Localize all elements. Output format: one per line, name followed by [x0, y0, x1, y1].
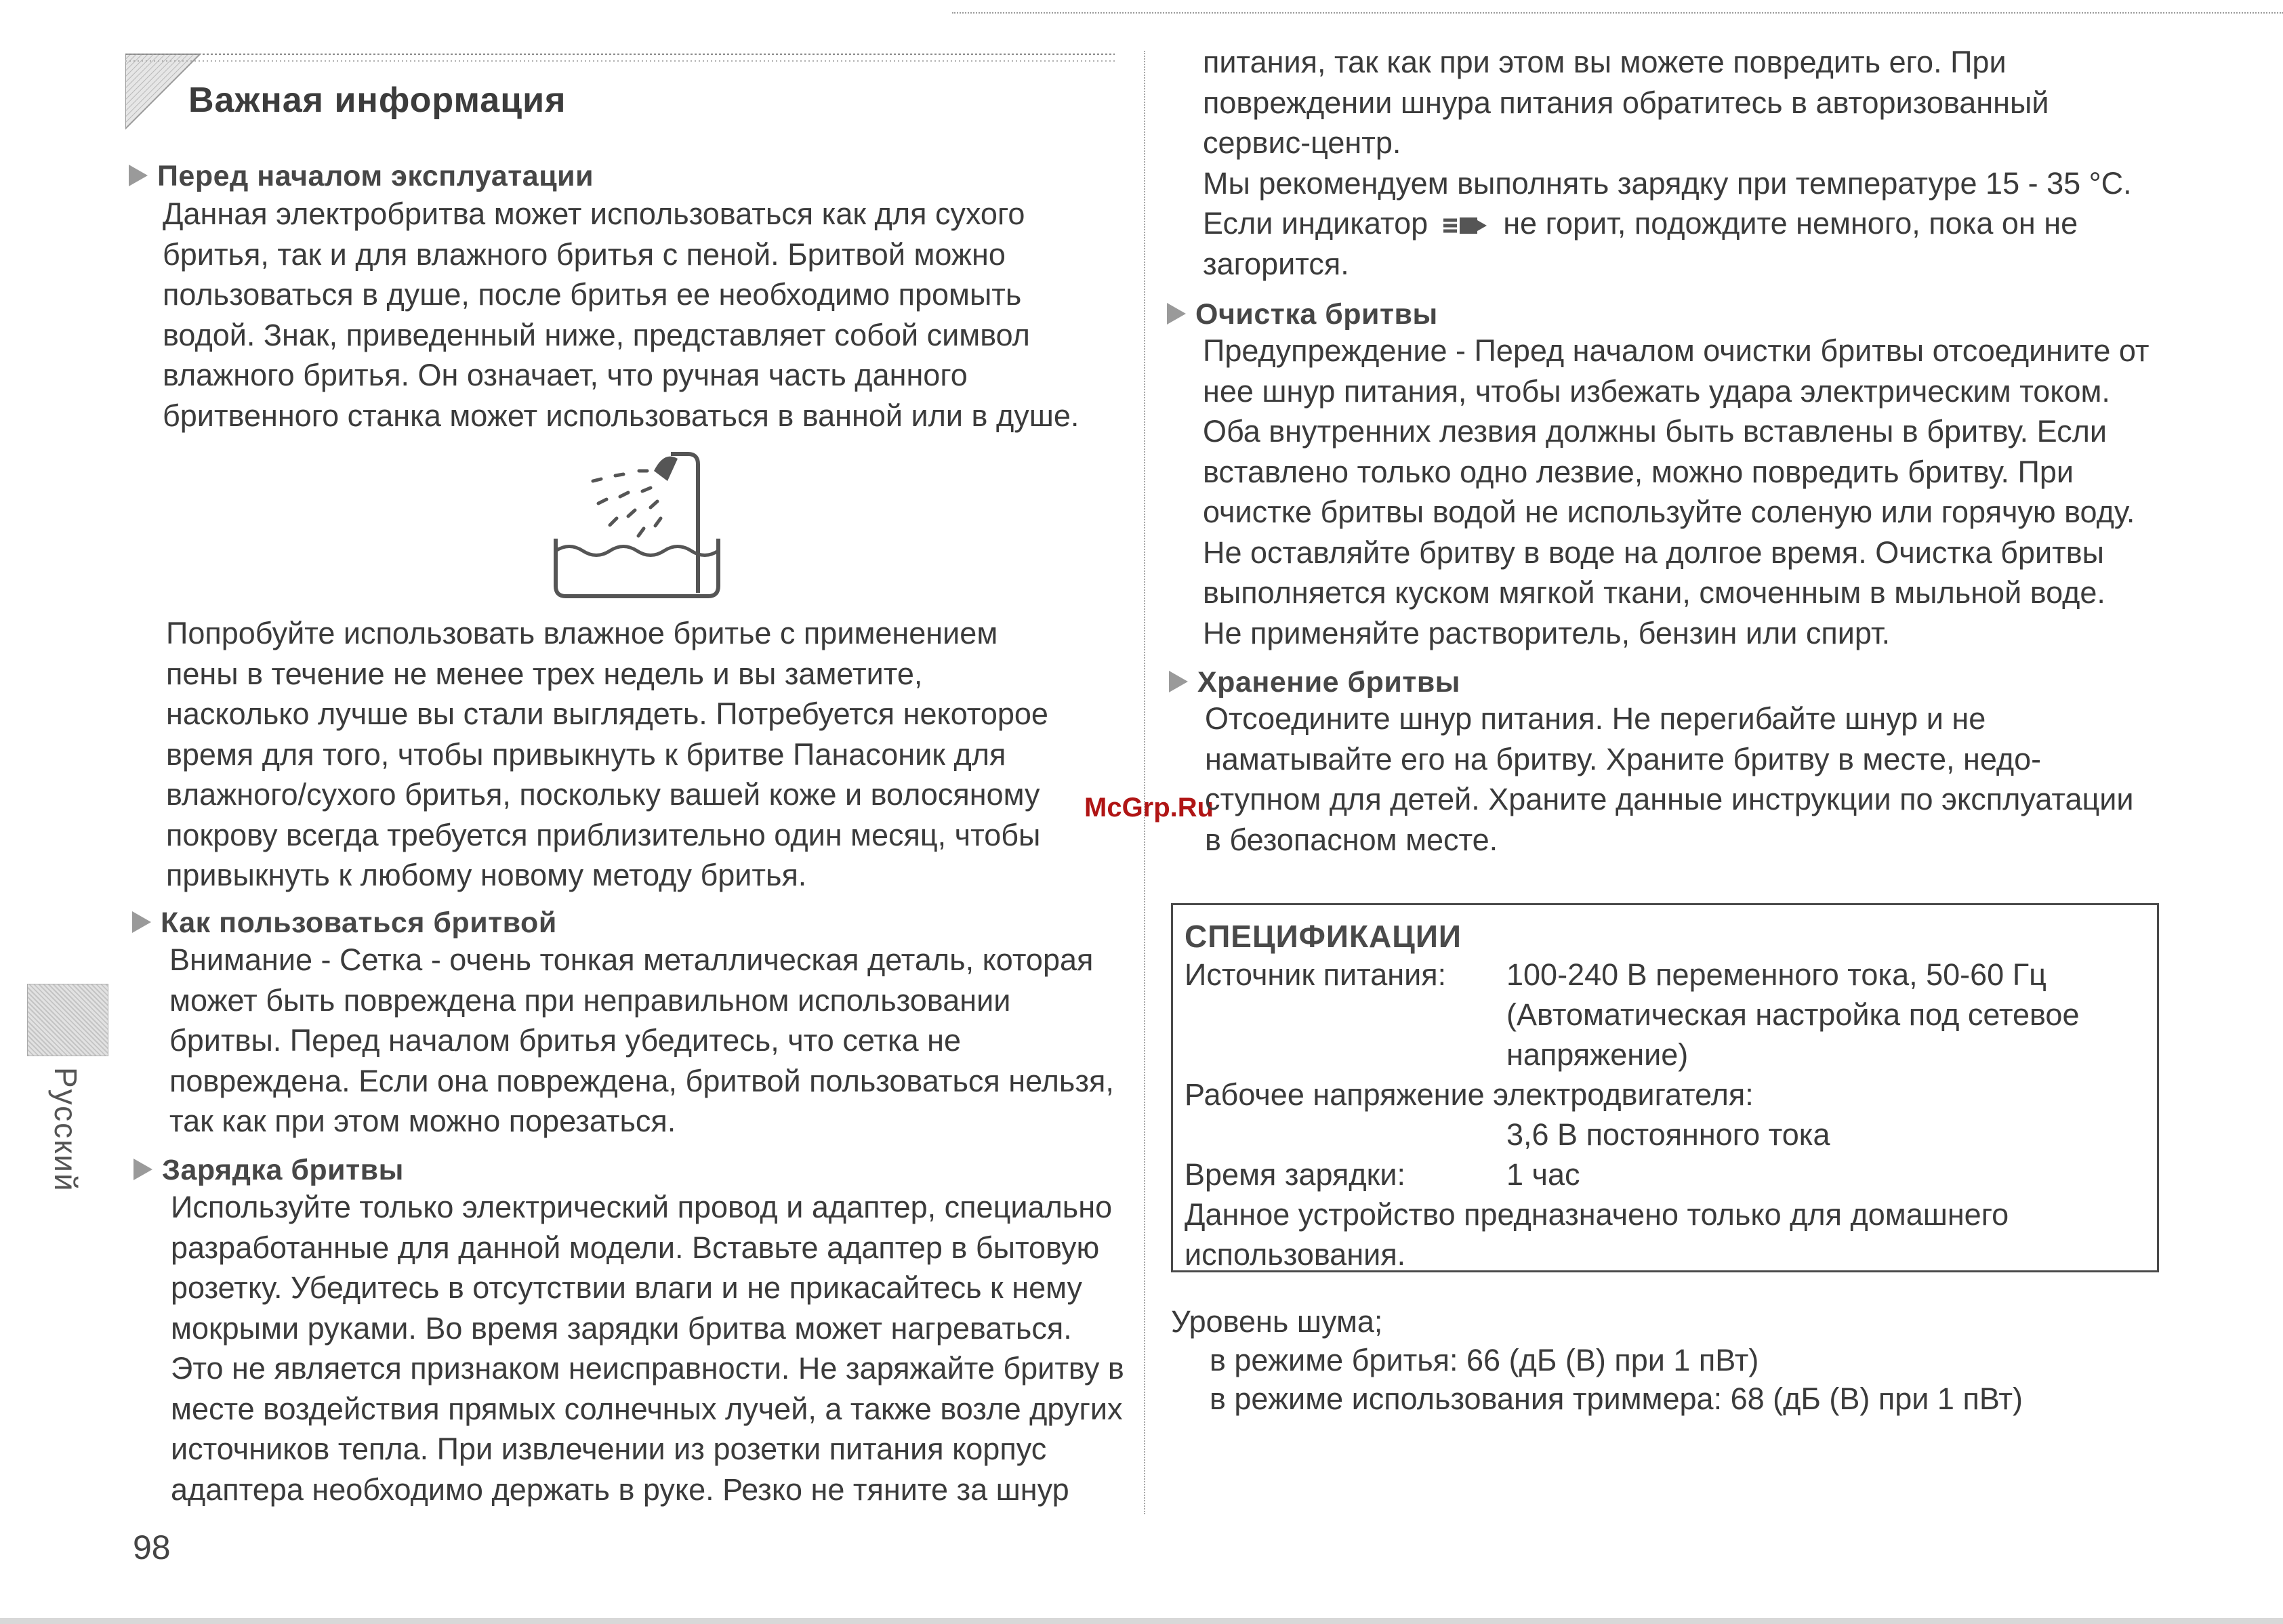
bullet-arrow-icon	[1167, 303, 1186, 325]
storage-heading: Хранение бритвы	[1169, 666, 1460, 699]
spec-power-label: Источник питания:	[1185, 957, 1447, 992]
language-tab-label: Русский	[48, 1067, 83, 1192]
bottom-edge	[0, 1618, 2283, 1624]
bullet-arrow-icon	[129, 165, 148, 186]
spec-note: Данное устройство предназначено только для домашнего	[1185, 1197, 2009, 1232]
charging-continued-text: питания, так как при этом вы можете повредить его. При повреждении шнура питания обратитесь в авторизованный сервис-центр. Мы рекомендуем выполнять зарядку при температуре 15 - 35 °C. Если индикатор не горит, подождите немного, пока он не загорится.	[1203, 45, 2132, 281]
noise-label: Уровень шума;	[1171, 1304, 1383, 1339]
charging-heading: Зарядка бритвы	[133, 1154, 404, 1187]
page-number: 98	[133, 1528, 171, 1566]
wet-shaving-bath-icon	[552, 451, 728, 600]
bullet-arrow-icon	[132, 911, 151, 933]
noise-trimmer: в режиме использования триммера: 68 (дБ (В) при 1 пВт)	[1210, 1381, 2023, 1416]
spec-motor-label: Рабочее напряжение электродвигателя:	[1185, 1077, 1754, 1112]
spec-motor-value: 3,6 В постоянного тока	[1506, 1117, 1830, 1152]
watermark: McGrp.Ru	[1084, 793, 1214, 823]
before-use-text: Данная электробритва может использоваться как для сухого бритья, так и для влажного бритья с пеной. Бритвой можно пользоваться в душе, после бритья ее необходимо промыть водой. Знак, приведенный ниже, представляет собой символ влажного бритья. Он означает, что ручная часть данного бритвенного станка может использоваться в ванной или в душе.	[163, 196, 1079, 433]
storage-text: Отсоедините шнур питания. Не перегибайте шнур и не наматывайте его на бритву. Храните бритву в месте, недо- ступном для детей. Храните данные инструкции по эксплуатации в безопасном месте.	[1205, 701, 2134, 857]
charge-indicator-icon	[1442, 213, 1489, 238]
top-dotted-rule	[952, 12, 2283, 14]
bullet-arrow-icon	[1169, 671, 1188, 692]
column-divider	[1144, 51, 1145, 1514]
spec-power-value-3: напряжение)	[1506, 1037, 1689, 1072]
cleaning-text: Предупреждение - Перед началом очистки бритвы отсоедините от нее шнур питания, чтобы избежать удара электрическим током. Оба внутренних лезвия должны быть вставлены в бритву. Если вставлено только одно лезвие, можно повредить бритву. При очистке бритвы водой не используйте соленую или горячую воду. Не оставляйте бритву в воде на долгое время. Очистка бритвы выполняется куском мягкой ткани, смоченным в мыльной воде. Не применяйте растворитель, бензин или спирт.	[1203, 333, 2150, 650]
spec-charge-label: Время зарядки:	[1185, 1157, 1406, 1192]
language-tab	[27, 984, 108, 1056]
indicator-line: Если индикатор не горит, подождите немного, пока он не	[1203, 206, 2078, 241]
spec-power-value-2: (Автоматическая настройка под сетевое	[1506, 997, 2080, 1032]
cleaning-heading: Очистка бритвы	[1167, 298, 1438, 331]
how-to-use-heading: Как пользоваться бритвой	[132, 907, 557, 940]
before-use-heading: Перед началом эксплуатации	[129, 160, 594, 193]
specs-title: СПЕЦИФИКАЦИИ	[1185, 919, 1462, 954]
try-wet-text: Попробуйте использовать влажное бритье с применением пены в течение не менее трех недель и вы заметите, насколько лучше вы стали выглядеть. Потребуется некоторое время для того, чтобы привыкнуть к бритве Панасоник для влажного/сухого бритья, поскольку вашей коже и волосяному покрову всегда требуется приблизительно один месяц, чтобы привыкнуть к любому новому методу бритья.	[166, 616, 1048, 892]
bullet-arrow-icon	[133, 1159, 152, 1180]
charging-text: Используйте только электрический провод и адаптер, специально разработанные для данной модели. Вставьте адаптер в бытовую розетку. Убедитесь в отсутствии влаги и не прикасайтесь к нему мокрыми руками. Во время зарядки бритва может нагреваться. Это не является признаком неисправности. Не заряжайте бритву в месте воздействия прямых солнечных лучей, а также возле других источников тепла. При извлечении из розетки питания корпус адаптера необходимо держать в руке. Резко не тяните за шнур	[171, 1190, 1124, 1507]
page-title: Важная информация	[188, 81, 567, 120]
how-to-use-text: Внимание - Сетка - очень тонкая металлическая деталь, которая может быть повреждена при неправильном использовании бритвы. Перед началом бритья убедитесь, что сетка не повреждена. Если она повреждена, бритвой пользоваться нельзя, так как при этом можно порезаться.	[169, 942, 1114, 1138]
spec-power-value: 100-240 В переменного тока, 50-60 Гц	[1506, 957, 2047, 992]
spec-note-2: использования.	[1185, 1237, 1406, 1272]
spec-charge-value: 1 час	[1506, 1157, 1580, 1192]
noise-shaving: в режиме бритья: 66 (дБ (В) при 1 пВт)	[1210, 1343, 1759, 1377]
